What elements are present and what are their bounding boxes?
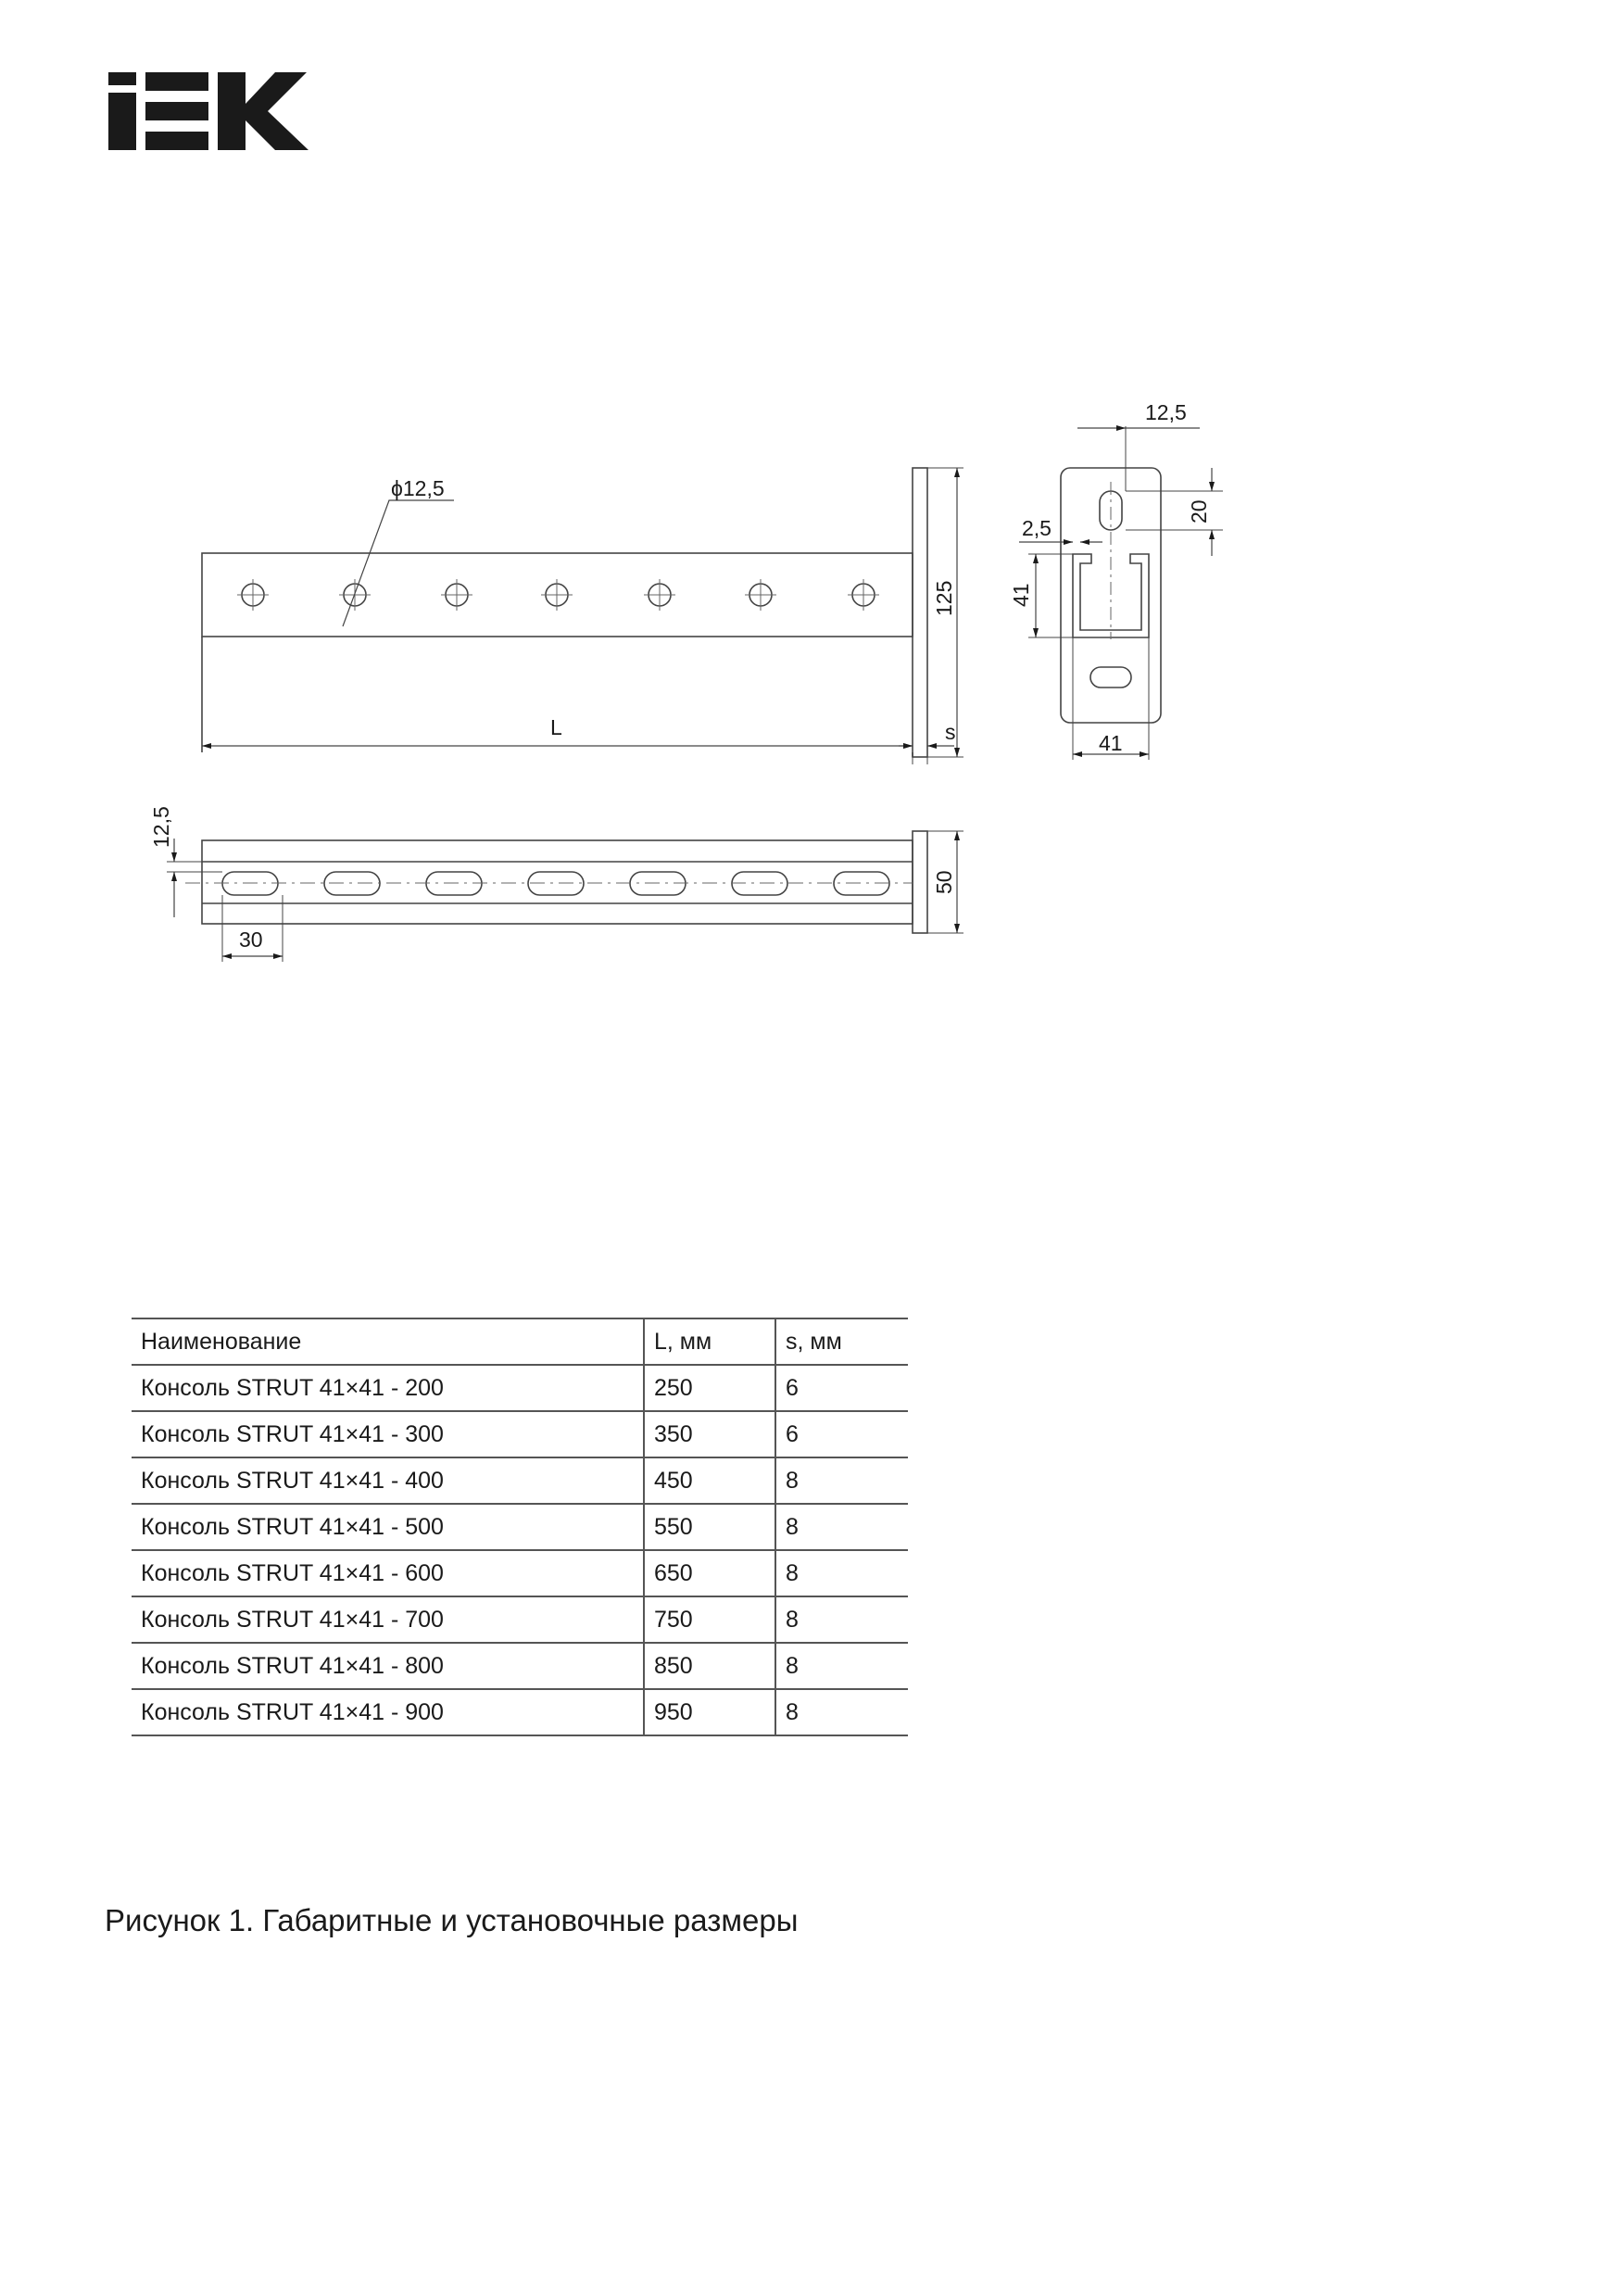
row-length: 250	[644, 1365, 775, 1411]
side-view	[1019, 426, 1223, 760]
profile-height-label: 41	[1009, 583, 1033, 607]
row-name: Консоль STRUT 41×41 - 700	[132, 1596, 644, 1643]
row-name: Консоль STRUT 41×41 - 200	[132, 1365, 644, 1411]
specification-table	[132, 1318, 908, 1736]
header-length: L, мм	[644, 1318, 775, 1365]
row-name: Консоль STRUT 41×41 - 500	[132, 1504, 644, 1550]
top-view	[167, 831, 963, 962]
table-row	[132, 1365, 908, 1411]
row-length: 650	[644, 1550, 775, 1596]
table-row	[132, 1643, 908, 1689]
row-thickness: 6	[775, 1411, 908, 1457]
length-label: L	[550, 715, 562, 739]
slot-height-label: 20	[1187, 499, 1211, 524]
row-length: 950	[644, 1689, 775, 1735]
profile-width-label: 41	[1099, 731, 1123, 755]
row-length: 550	[644, 1504, 775, 1550]
row-length: 450	[644, 1457, 775, 1504]
table-row	[132, 1504, 908, 1550]
figure-caption: Рисунок 1. Габаритные и установочные размеры	[105, 1903, 799, 1937]
row-name: Консоль STRUT 41×41 - 400	[132, 1457, 644, 1504]
hole-diameter-label: ϕ12,5	[391, 476, 445, 500]
header-name: Наименование	[132, 1318, 644, 1365]
wall-thickness-label: 2,5	[1022, 516, 1052, 540]
row-thickness: 8	[775, 1504, 908, 1550]
edge-offset-label: 12,5	[149, 806, 173, 848]
row-name: Консоль STRUT 41×41 - 300	[132, 1411, 644, 1457]
row-thickness: 8	[775, 1643, 908, 1689]
row-length: 350	[644, 1411, 775, 1457]
table-header-row	[132, 1318, 908, 1365]
row-thickness: 6	[775, 1365, 908, 1411]
row-thickness: 8	[775, 1689, 908, 1735]
row-thickness: 8	[775, 1457, 908, 1504]
row-name: Консоль STRUT 41×41 - 900	[132, 1689, 644, 1735]
front-view	[202, 468, 963, 764]
row-length: 850	[644, 1643, 775, 1689]
table-row	[132, 1689, 908, 1735]
row-thickness: 8	[775, 1596, 908, 1643]
thickness-label: s	[945, 720, 956, 744]
technical-drawing	[0, 0, 1612, 1112]
row-name: Консоль STRUT 41×41 - 600	[132, 1550, 644, 1596]
plate-width-label: 50	[932, 870, 956, 894]
table-row	[132, 1550, 908, 1596]
top-offset-label: 12,5	[1145, 400, 1187, 424]
table-row	[132, 1596, 908, 1643]
table-row	[132, 1457, 908, 1504]
height-label: 125	[932, 580, 956, 616]
slot-length-label: 30	[239, 927, 263, 952]
row-thickness: 8	[775, 1550, 908, 1596]
row-name: Консоль STRUT 41×41 - 800	[132, 1643, 644, 1689]
header-thickness: s, мм	[775, 1318, 908, 1365]
table-row	[132, 1411, 908, 1457]
row-length: 750	[644, 1596, 775, 1643]
